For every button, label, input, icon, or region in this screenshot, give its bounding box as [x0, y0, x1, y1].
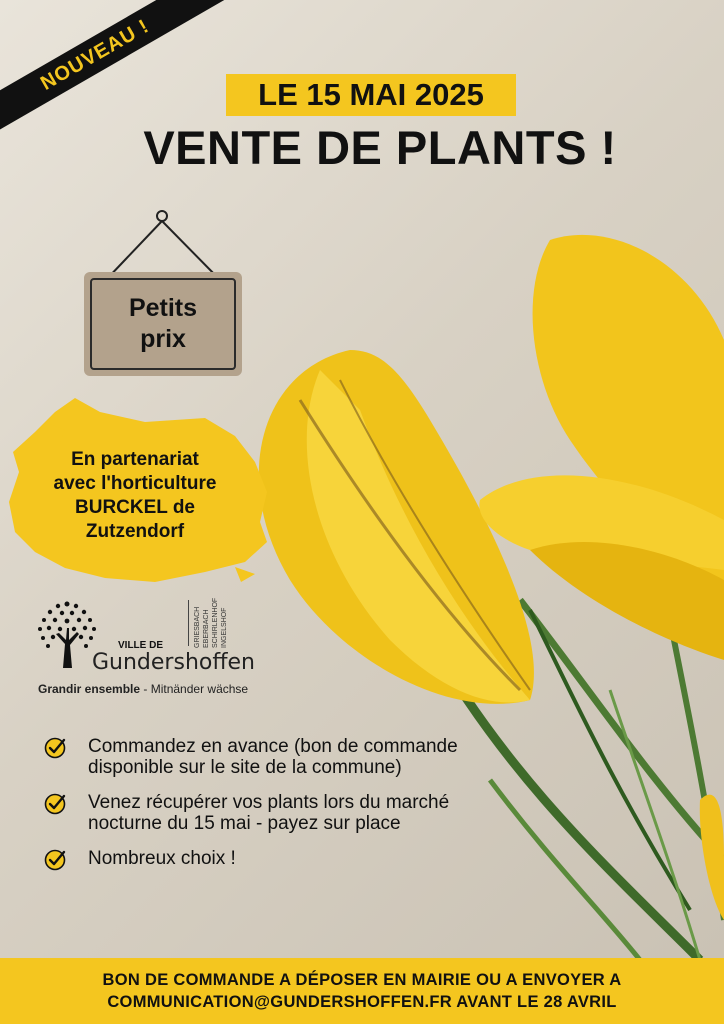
price-sign-line1: Petits [128, 294, 198, 322]
partner-line: En partenariat [71, 449, 199, 470]
logo-slogan [38, 682, 248, 696]
feature-checklist [44, 736, 514, 885]
event-date: LE 15 MAI 2025 [258, 77, 484, 112]
logo-village: EBERBACH [203, 609, 210, 648]
price-sign-text [129, 293, 197, 355]
check-icon [44, 737, 66, 759]
logo-village: GRIESBACH [194, 606, 201, 648]
event-date-badge [226, 74, 516, 116]
logo-slogan-rest: - Mitnänder wächse [140, 682, 249, 696]
logo-village: INGELSHOF [221, 607, 228, 648]
list-item [44, 736, 514, 778]
logo-slogan-bold: Grandir ensemble [38, 682, 141, 696]
list-item-text: Commandez en avance (bon de commande disponible sur le site de la commune) [88, 736, 458, 778]
list-item-text: Nombreux choix ! [88, 848, 236, 869]
logo-divider [188, 600, 189, 646]
partner-line: Zutzendorf [85, 521, 185, 542]
footer-line2: COMMUNICATION@GUNDERSHOFFEN.FR AVANT LE 28 AVRIL [107, 993, 617, 1011]
footer-line1: BON DE COMMANDE A DÉPOSER EN MAIRIE OU A ENVOYER A [102, 971, 622, 989]
price-sign-frame [90, 278, 236, 370]
price-sign [84, 272, 242, 376]
list-item [44, 792, 514, 834]
logo-village: SCHIRLENHOF [212, 597, 219, 648]
logo-town-name: Gundershoffen [92, 650, 255, 675]
partner-line: avec l'horticulture [53, 473, 217, 494]
tree-logo-icon [34, 598, 100, 672]
price-sign-line2: prix [140, 325, 186, 353]
check-icon [44, 849, 66, 871]
new-ribbon-label: NOUVEAU ! [36, 14, 153, 95]
partner-line: BURCKEL de [75, 497, 195, 518]
logo-ville-de: VILLE DE [118, 640, 164, 651]
list-item [44, 848, 514, 871]
footer-banner [0, 958, 724, 1024]
check-icon [44, 793, 66, 815]
page-title: VENTE DE PLANTS ! [143, 121, 617, 174]
partner-text [20, 448, 250, 544]
list-item-text: Venez récupérer vos plants lors du marché nocturne du 15 mai - payez sur place [88, 792, 450, 834]
logo-villages [193, 597, 229, 648]
